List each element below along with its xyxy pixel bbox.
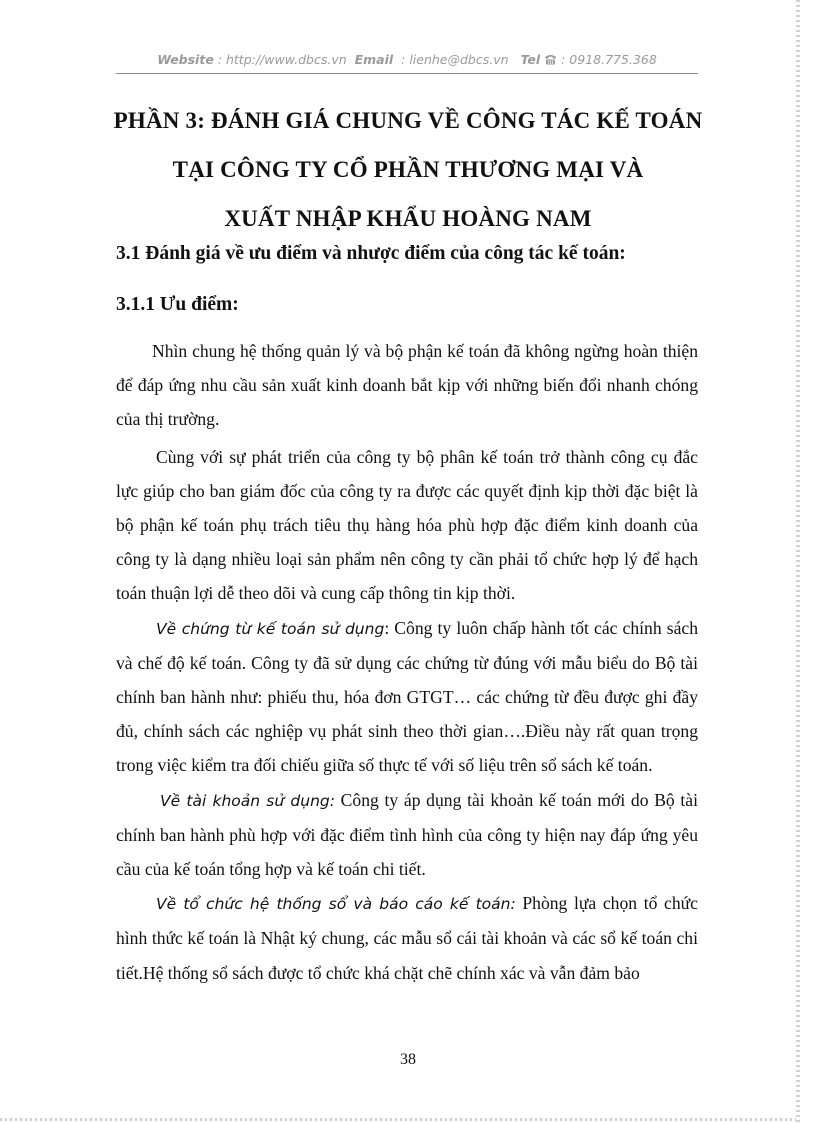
paragraph-4 [116,783,698,887]
title-line-1: PHẦN 3: ĐÁNH GIÁ CHUNG VỀ CÔNG TÁC KẾ TOÁN [113,108,703,133]
section-heading: 3.1 Đánh giá về ưu điểm và nhược điểm của công tác kế toán: [116,243,626,264]
page-edge-bottom [0,1118,796,1121]
paragraph-3 [116,611,698,783]
paragraph-2: Cùng với sự phát triển của công ty bộ phân kế toán trở thành công cụ đắc lực giúp cho ban giám đốc của công ty ra được các quyết định kịp thời đặc biệt là bộ phận kế toán phụ trách tiêu thụ hàng hóa phù hợp đặc điểm kinh doanh của công ty là dạng nhiều loại sản phẩm nên công ty cần phải tổ chức hợp lý để hạch toán thuận lợi dễ theo dõi và cung cấp thông tin kịp thời. [116,446,698,604]
title-line-2: TẠI CÔNG TY CỔ PHẦN THƯƠNG MẠI VÀ [172,157,644,182]
paragraph-1: Nhìn chung hệ thống quản lý và bộ phận kế toán đã không ngừng hoàn thiện để đáp ứng nhu cầu sản xuất kinh doanh bắt kịp với những biến đổi nhanh chóng của thị trường. [116,341,698,430]
header-rule [116,73,698,74]
paragraph-4-text: Công ty áp dụng tài khoản kế toán mới do Bộ tài chính ban hành phù hợp với đặc điểm tình hình của công ty hiện nay đáp ứng yêu cầu của kế toán tổng hợp và kế toán chi tiết. [116,789,699,880]
phone-icon [544,52,561,67]
tel-label: Tel [520,52,541,67]
page-number: 38 [400,1051,416,1068]
email-label: Email [354,52,394,67]
paragraph-3-label: Về chứng từ kế toán sử dụng [156,619,385,638]
tel-value: : 0918.775.368 [561,52,657,67]
subsection-heading: 3.1.1 Ưu điểm: [116,294,239,315]
body-text [116,334,698,990]
paragraph-5-label: Về tổ chức hệ thống sổ và báo cáo kế toán: [156,895,516,914]
page-title [96,98,720,241]
paragraph-3-text: : Công ty luôn chấp hành tốt các chính sách và chế độ kế toán. Công ty đã sử dụng các chứng từ đúng với mẫu biểu do Bộ tài chính ban hành như: phiếu thu, hóa đơn GTGT… các chứng từ đều được ghi đầy đủ, chính sách các nghiệp vụ phát sinh theo thời gian….Điều này rất quan trọng trong việc kiểm tra đối chiếu giữa số thực tế với số liệu trên sổ sách kế toán. [116,617,699,776]
website-value: : http://www.dbcs.vn [217,52,347,67]
page-edge-right [796,0,800,1123]
paragraph-4-label: Về tài khoản sử dụng: [160,791,335,810]
website-label: Website [157,52,214,67]
page-header [116,52,698,67]
email-value: : lienhe@dbcs.vn [401,52,509,67]
title-line-3: XUẤT NHẬP KHẨU HOÀNG NAM [224,206,592,231]
paragraph-5-text: Phòng lựa chọn tổ chức hình thức kế toán là Nhật ký chung, các mẫu sổ cái tài khoản và các sổ kế toán chi tiết.Hệ thống sổ sách được tổ chức khá chặt chẽ chính xác và vẫn đảm bảo [116,893,698,983]
paragraph-5 [116,886,698,990]
